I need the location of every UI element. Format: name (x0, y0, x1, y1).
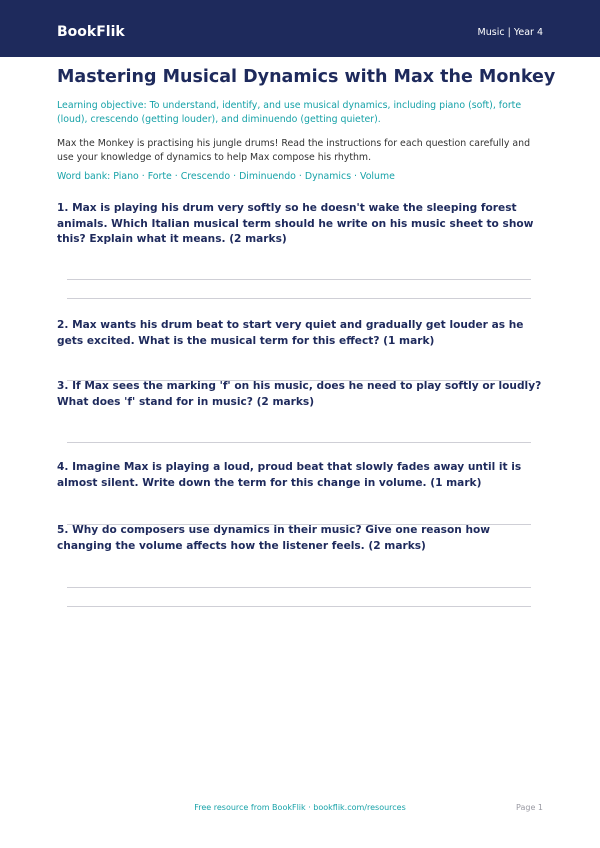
question-2: 2. Max wants his drum beat to start very quiet and gradually get louder as he gets excited. What is the musical term for this effect? (1 mark) (57, 319, 524, 347)
question-5: 5. Why do composers use dynamics in their music? Give one reason how changing the volume affects how the listener feels. (2 marks) (57, 524, 491, 552)
answer-line[interactable] (67, 298, 531, 299)
intro-text: Max the Monkey is practising his jungle drums! Read the instructions for each question carefully and use your knowledge of dynamics to help Max compose his rhythm. (57, 138, 531, 163)
learning-objective: Learning objective: To understand, identify, and use musical dynamics, including piano (soft), forte (loud), crescendo (getting louder), and diminuendo (getting quieter). (57, 100, 522, 125)
word-bank: Word bank: Piano · Forte · Crescendo · Diminuendo · Dynamics · Volume (57, 171, 395, 182)
answer-line[interactable] (67, 587, 531, 588)
question-3: 3. If Max sees the marking 'f' on his music, does he need to play softly or loudly? What does 'f' stand for in music? (2 marks) (57, 380, 542, 408)
answer-line[interactable] (67, 442, 531, 443)
question-1: 1. Max is playing his drum very softly so he doesn't wake the sleeping forest animals. Which Italian musical term should he write on his music sheet to show this? Explain what it means. (2 marks) (57, 202, 534, 245)
page-header (0, 0, 600, 57)
answer-line[interactable] (67, 606, 531, 607)
subject-year-label: Music | Year 4 (477, 27, 543, 38)
page-number: Page 1 (516, 803, 543, 812)
brand-logo: BookFlik (57, 24, 125, 40)
worksheet-title: Mastering Musical Dynamics with Max the Monkey (57, 67, 556, 87)
footer-resource-link[interactable]: Free resource from BookFlik · bookflik.com/resources (194, 803, 406, 812)
answer-line[interactable] (67, 279, 531, 280)
question-4: 4. Imagine Max is playing a loud, proud beat that slowly fades away until it is almost silent. Write down the term for this change in volume. (1 mark) (57, 461, 522, 489)
